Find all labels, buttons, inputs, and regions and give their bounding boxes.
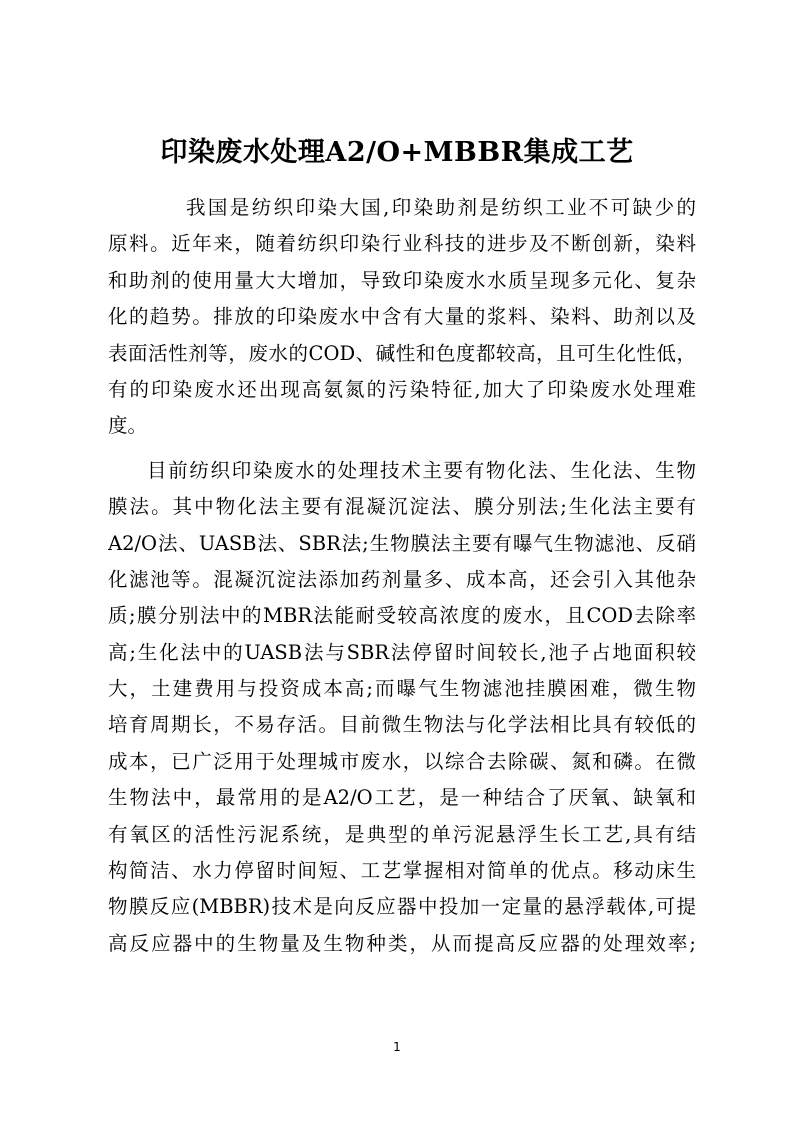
paragraph-line: 化滤池等。混凝沉淀法添加药剂量多、成本高，还会引入其他杂 [108, 567, 696, 591]
paragraph-line: 有的印染废水还出现高氨氮的污染特征,加大了印染废水处理难 [108, 377, 696, 401]
paragraph-line: 大，土建费用与投资成本高;而曝气生物滤池挂膜困难，微生物 [108, 677, 696, 701]
paragraph-line: 构简洁、水力停留时间短、工艺掌握相对简单的优点。移动床生 [108, 859, 696, 883]
paragraph-line: 和助剂的使用量大大增加，导致印染废水水质呈现多元化、复杂 [108, 268, 696, 292]
document-body [108, 190, 696, 962]
paragraph-1 [108, 190, 696, 445]
paragraph-line: 原料。近年来，随着纺织印染行业科技的进步及不断创新，染料 [108, 232, 696, 256]
paragraph-line: 我国是纺织印染大国,印染助剂是纺织工业不可缺少的 [186, 196, 696, 219]
paragraph-line: 物膜反应(MBBR)技术是向反应器中投加一定量的悬浮载体,可提 [108, 895, 696, 919]
paragraph-line: 度。 [108, 414, 148, 438]
paragraph-line: 目前纺织印染废水的处理技术主要有物化法、生化法、生物 [147, 458, 696, 482]
paragraph-line: 质;膜分别法中的MBR法能耐受较高浓度的废水，且COD去除率 [108, 604, 696, 628]
paragraph-line: 高;生化法中的UASB法与SBR法停留时间较长,池子占地面积较 [108, 640, 696, 664]
paragraph-line: 培育周期长，不易存活。目前微生物法与化学法相比具有较低的 [108, 713, 696, 737]
paragraph-line: 膜法。其中物化法主要有混凝沉淀法、膜分别法;生化法主要有 [108, 495, 696, 519]
paragraph-2 [108, 453, 696, 962]
paragraph-line: 生物法中，最常用的是A2/O工艺，是一种结合了厌氧、缺氧和 [108, 786, 696, 810]
paragraph-line: 高反应器中的生物量及生物种类，从而提高反应器的处理效率; [108, 931, 696, 955]
document-title: 印染废水处理A2/O+MBBR集成工艺 [160, 137, 634, 168]
paragraph-line: A2/O法、UASB法、SBR法;生物膜法主要有曝气生物滤池、反硝 [108, 531, 696, 555]
paragraph-line: 表面活性剂等，废水的COD、碱性和色度都较高，且可生化性低， [108, 341, 696, 365]
paragraph-line: 化的趋势。排放的印染废水中含有大量的浆料、染料、助剂以及 [108, 305, 696, 329]
paragraph-gap [108, 445, 696, 453]
paragraph-line: 成本，已广泛用于处理城市废水，以综合去除碳、氮和磷。在微 [108, 749, 696, 773]
page-number: 1 [393, 1040, 401, 1054]
paragraph-line: 有氧区的活性污泥系统，是典型的单污泥悬浮生长工艺,具有结 [108, 822, 696, 846]
